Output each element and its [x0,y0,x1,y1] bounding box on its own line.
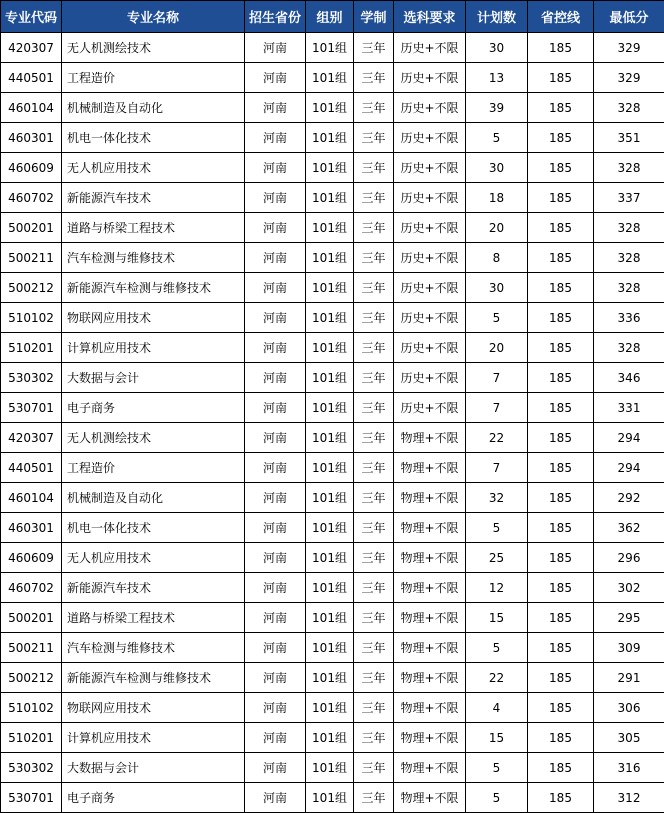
table-row [1,603,664,633]
cell-duration: 三年 [354,603,394,633]
cell-major-code: 500212 [1,663,62,693]
cell-control-line: 185 [528,213,594,243]
cell-major-name: 计算机应用技术 [62,333,245,363]
cell-min-score: 294 [594,423,664,453]
cell-min-score: 306 [594,693,664,723]
cell-major-code: 420307 [1,33,62,63]
cell-subject-requirement: 物理+不限 [394,603,466,633]
cell-province: 河南 [245,423,306,453]
cell-min-score: 295 [594,603,664,633]
cell-group: 101组 [306,333,354,363]
cell-subject-requirement: 物理+不限 [394,633,466,663]
cell-min-score: 337 [594,183,664,213]
cell-group: 101组 [306,723,354,753]
cell-group: 101组 [306,303,354,333]
cell-plan-count: 5 [466,753,528,783]
cell-major-code: 440501 [1,63,62,93]
cell-duration: 三年 [354,393,394,423]
cell-group: 101组 [306,513,354,543]
cell-duration: 三年 [354,243,394,273]
header-duration: 学制 [354,1,394,33]
cell-province: 河南 [245,753,306,783]
cell-major-name: 大数据与会计 [62,753,245,783]
cell-province: 河南 [245,783,306,813]
cell-major-code: 460702 [1,573,62,603]
cell-group: 101组 [306,123,354,153]
table-row [1,63,664,93]
header-plan-count: 计划数 [466,1,528,33]
cell-province: 河南 [245,273,306,303]
cell-plan-count: 25 [466,543,528,573]
cell-major-name: 机电一体化技术 [62,513,245,543]
cell-duration: 三年 [354,483,394,513]
table-row [1,123,664,153]
cell-duration: 三年 [354,33,394,63]
cell-min-score: 328 [594,333,664,363]
cell-group: 101组 [306,423,354,453]
table-row [1,333,664,363]
cell-plan-count: 32 [466,483,528,513]
cell-subject-requirement: 物理+不限 [394,573,466,603]
cell-plan-count: 20 [466,333,528,363]
cell-major-code: 510201 [1,723,62,753]
cell-plan-count: 8 [466,243,528,273]
cell-subject-requirement: 物理+不限 [394,783,466,813]
cell-duration: 三年 [354,423,394,453]
cell-province: 河南 [245,333,306,363]
cell-group: 101组 [306,63,354,93]
cell-major-code: 500211 [1,243,62,273]
cell-duration: 三年 [354,93,394,123]
cell-major-name: 汽车检测与维修技术 [62,633,245,663]
header-row [1,1,664,33]
cell-duration: 三年 [354,183,394,213]
table-row [1,483,664,513]
cell-major-code: 460609 [1,153,62,183]
cell-province: 河南 [245,693,306,723]
cell-plan-count: 30 [466,273,528,303]
cell-group: 101组 [306,273,354,303]
cell-min-score: 328 [594,213,664,243]
cell-control-line: 185 [528,573,594,603]
table-row [1,513,664,543]
cell-duration: 三年 [354,123,394,153]
cell-plan-count: 7 [466,393,528,423]
cell-control-line: 185 [528,273,594,303]
cell-plan-count: 4 [466,693,528,723]
cell-subject-requirement: 物理+不限 [394,513,466,543]
cell-min-score: 351 [594,123,664,153]
cell-min-score: 346 [594,363,664,393]
cell-major-name: 新能源汽车检测与维修技术 [62,273,245,303]
table-row [1,93,664,123]
header-province: 招生省份 [245,1,306,33]
table-row [1,213,664,243]
cell-province: 河南 [245,93,306,123]
cell-duration: 三年 [354,663,394,693]
cell-plan-count: 22 [466,663,528,693]
cell-subject-requirement: 历史+不限 [394,243,466,273]
cell-plan-count: 13 [466,63,528,93]
cell-major-code: 440501 [1,453,62,483]
cell-major-code: 510102 [1,693,62,723]
cell-group: 101组 [306,573,354,603]
cell-duration: 三年 [354,453,394,483]
cell-major-name: 工程造价 [62,63,245,93]
cell-subject-requirement: 历史+不限 [394,213,466,243]
cell-control-line: 185 [528,603,594,633]
cell-subject-requirement: 历史+不限 [394,393,466,423]
cell-group: 101组 [306,693,354,723]
cell-major-name: 新能源汽车技术 [62,573,245,603]
cell-duration: 三年 [354,633,394,663]
cell-control-line: 185 [528,153,594,183]
cell-min-score: 336 [594,303,664,333]
table-row [1,363,664,393]
cell-province: 河南 [245,63,306,93]
cell-plan-count: 30 [466,33,528,63]
cell-major-name: 新能源汽车检测与维修技术 [62,663,245,693]
cell-subject-requirement: 历史+不限 [394,63,466,93]
cell-duration: 三年 [354,213,394,243]
cell-province: 河南 [245,303,306,333]
cell-control-line: 185 [528,333,594,363]
cell-duration: 三年 [354,543,394,573]
cell-major-code: 530302 [1,753,62,783]
cell-major-name: 机械制造及自动化 [62,483,245,513]
cell-major-code: 510102 [1,303,62,333]
cell-control-line: 185 [528,363,594,393]
cell-plan-count: 18 [466,183,528,213]
table-row [1,453,664,483]
cell-control-line: 185 [528,123,594,153]
table-row [1,273,664,303]
cell-province: 河南 [245,153,306,183]
cell-major-name: 物联网应用技术 [62,693,245,723]
cell-subject-requirement: 历史+不限 [394,363,466,393]
cell-subject-requirement: 历史+不限 [394,123,466,153]
cell-group: 101组 [306,93,354,123]
cell-duration: 三年 [354,273,394,303]
cell-control-line: 185 [528,663,594,693]
cell-plan-count: 22 [466,423,528,453]
cell-min-score: 328 [594,153,664,183]
cell-plan-count: 15 [466,723,528,753]
cell-min-score: 328 [594,93,664,123]
cell-control-line: 185 [528,513,594,543]
cell-min-score: 329 [594,63,664,93]
cell-major-name: 电子商务 [62,393,245,423]
cell-control-line: 185 [528,633,594,663]
cell-major-name: 电子商务 [62,783,245,813]
table-header [1,1,664,33]
cell-province: 河南 [245,543,306,573]
table-row [1,393,664,423]
cell-duration: 三年 [354,333,394,363]
cell-major-code: 530701 [1,393,62,423]
cell-min-score: 328 [594,243,664,273]
cell-major-name: 无人机应用技术 [62,153,245,183]
cell-subject-requirement: 历史+不限 [394,33,466,63]
cell-control-line: 185 [528,483,594,513]
cell-duration: 三年 [354,63,394,93]
table-row [1,633,664,663]
cell-plan-count: 15 [466,603,528,633]
cell-subject-requirement: 物理+不限 [394,423,466,453]
table-body [1,33,664,813]
cell-subject-requirement: 历史+不限 [394,333,466,363]
cell-min-score: 291 [594,663,664,693]
cell-min-score: 312 [594,783,664,813]
cell-control-line: 185 [528,243,594,273]
header-major-name: 专业名称 [62,1,245,33]
cell-major-code: 510201 [1,333,62,363]
cell-province: 河南 [245,453,306,483]
cell-min-score: 305 [594,723,664,753]
cell-control-line: 185 [528,753,594,783]
cell-plan-count: 5 [466,633,528,663]
cell-major-code: 460609 [1,543,62,573]
cell-min-score: 292 [594,483,664,513]
cell-group: 101组 [306,33,354,63]
cell-plan-count: 39 [466,93,528,123]
cell-major-code: 460104 [1,93,62,123]
cell-major-name: 机械制造及自动化 [62,93,245,123]
cell-group: 101组 [306,243,354,273]
cell-duration: 三年 [354,693,394,723]
cell-major-code: 500201 [1,603,62,633]
cell-province: 河南 [245,33,306,63]
cell-major-code: 530701 [1,783,62,813]
header-major-code: 专业代码 [1,1,62,33]
cell-min-score: 329 [594,33,664,63]
cell-major-code: 500201 [1,213,62,243]
cell-group: 101组 [306,213,354,243]
cell-subject-requirement: 历史+不限 [394,273,466,303]
cell-min-score: 331 [594,393,664,423]
cell-major-name: 计算机应用技术 [62,723,245,753]
cell-major-code: 460702 [1,183,62,213]
cell-group: 101组 [306,393,354,423]
cell-plan-count: 5 [466,303,528,333]
table-row [1,303,664,333]
cell-major-name: 无人机测绘技术 [62,33,245,63]
cell-duration: 三年 [354,303,394,333]
cell-province: 河南 [245,213,306,243]
cell-subject-requirement: 物理+不限 [394,453,466,483]
cell-major-name: 道路与桥梁工程技术 [62,213,245,243]
cell-major-name: 汽车检测与维修技术 [62,243,245,273]
cell-province: 河南 [245,183,306,213]
cell-plan-count: 5 [466,513,528,543]
cell-major-name: 新能源汽车技术 [62,183,245,213]
cell-subject-requirement: 物理+不限 [394,483,466,513]
cell-major-name: 无人机测绘技术 [62,423,245,453]
cell-control-line: 185 [528,543,594,573]
cell-group: 101组 [306,483,354,513]
table-row [1,33,664,63]
cell-major-code: 420307 [1,423,62,453]
cell-duration: 三年 [354,153,394,183]
cell-province: 河南 [245,393,306,423]
cell-group: 101组 [306,543,354,573]
cell-group: 101组 [306,663,354,693]
cell-major-name: 无人机应用技术 [62,543,245,573]
cell-min-score: 296 [594,543,664,573]
cell-group: 101组 [306,453,354,483]
cell-subject-requirement: 历史+不限 [394,303,466,333]
header-subject-requirement: 选科要求 [394,1,466,33]
cell-major-name: 工程造价 [62,453,245,483]
cell-province: 河南 [245,363,306,393]
table-row [1,573,664,603]
header-group: 组别 [306,1,354,33]
cell-subject-requirement: 物理+不限 [394,543,466,573]
cell-control-line: 185 [528,783,594,813]
table-row [1,243,664,273]
cell-plan-count: 7 [466,453,528,483]
cell-subject-requirement: 历史+不限 [394,93,466,123]
cell-province: 河南 [245,513,306,543]
cell-duration: 三年 [354,783,394,813]
cell-province: 河南 [245,663,306,693]
cell-major-name: 大数据与会计 [62,363,245,393]
cell-plan-count: 7 [466,363,528,393]
table-row [1,543,664,573]
cell-province: 河南 [245,243,306,273]
cell-major-code: 530302 [1,363,62,393]
cell-control-line: 185 [528,303,594,333]
cell-group: 101组 [306,603,354,633]
cell-duration: 三年 [354,723,394,753]
cell-subject-requirement: 历史+不限 [394,183,466,213]
cell-control-line: 185 [528,183,594,213]
cell-control-line: 185 [528,453,594,483]
cell-control-line: 185 [528,393,594,423]
table-row [1,423,664,453]
cell-min-score: 362 [594,513,664,543]
cell-group: 101组 [306,753,354,783]
cell-group: 101组 [306,783,354,813]
cell-group: 101组 [306,153,354,183]
cell-group: 101组 [306,633,354,663]
cell-control-line: 185 [528,33,594,63]
cell-major-code: 460301 [1,513,62,543]
cell-major-name: 道路与桥梁工程技术 [62,603,245,633]
cell-plan-count: 30 [466,153,528,183]
header-min-score: 最低分 [594,1,664,33]
cell-min-score: 309 [594,633,664,663]
cell-min-score: 328 [594,273,664,303]
table-row [1,723,664,753]
cell-subject-requirement: 物理+不限 [394,723,466,753]
cell-duration: 三年 [354,753,394,783]
table-row [1,693,664,723]
cell-province: 河南 [245,483,306,513]
cell-subject-requirement: 历史+不限 [394,153,466,183]
cell-province: 河南 [245,723,306,753]
cell-min-score: 302 [594,573,664,603]
table-row [1,753,664,783]
table-row [1,663,664,693]
cell-major-name: 物联网应用技术 [62,303,245,333]
cell-subject-requirement: 物理+不限 [394,693,466,723]
cell-province: 河南 [245,123,306,153]
cell-major-code: 460301 [1,123,62,153]
cell-major-name: 机电一体化技术 [62,123,245,153]
cell-min-score: 294 [594,453,664,483]
cell-control-line: 185 [528,93,594,123]
table-row [1,153,664,183]
cell-province: 河南 [245,633,306,663]
cell-group: 101组 [306,363,354,393]
cell-province: 河南 [245,603,306,633]
cell-plan-count: 12 [466,573,528,603]
cell-control-line: 185 [528,63,594,93]
cell-major-code: 500212 [1,273,62,303]
cell-control-line: 185 [528,693,594,723]
cell-duration: 三年 [354,363,394,393]
cell-plan-count: 5 [466,123,528,153]
table-row [1,183,664,213]
table-row [1,783,664,813]
cell-major-code: 500211 [1,633,62,663]
cell-duration: 三年 [354,513,394,543]
cell-plan-count: 5 [466,783,528,813]
cell-major-code: 460104 [1,483,62,513]
cell-province: 河南 [245,573,306,603]
cell-subject-requirement: 物理+不限 [394,663,466,693]
cell-subject-requirement: 物理+不限 [394,753,466,783]
cell-group: 101组 [306,183,354,213]
cell-duration: 三年 [354,573,394,603]
cell-control-line: 185 [528,423,594,453]
header-control-line: 省控线 [528,1,594,33]
cell-plan-count: 20 [466,213,528,243]
cell-min-score: 316 [594,753,664,783]
cell-control-line: 185 [528,723,594,753]
